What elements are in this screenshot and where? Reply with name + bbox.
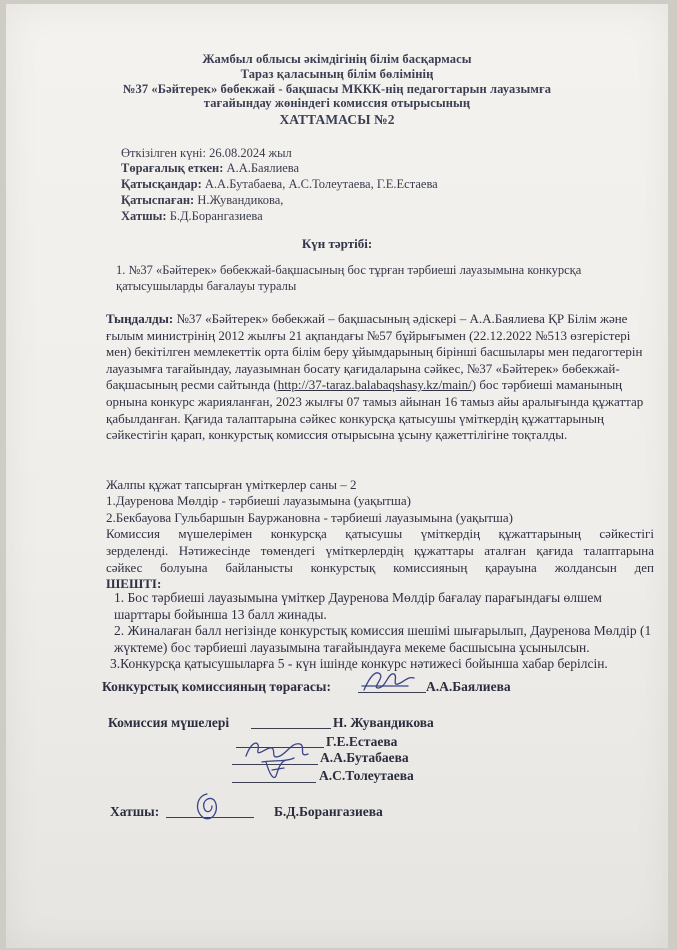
heard-paragraph bbox=[106, 311, 656, 444]
members-label: Комиссия мүшелері bbox=[108, 715, 230, 730]
meta-date-value: 26.08.2024 жыл bbox=[209, 146, 292, 160]
commission-para-line-3: сәйкес болуына байланысты конкурстық комиссияның қарауына жолдансын деп bbox=[106, 560, 654, 575]
meta-absent bbox=[121, 193, 283, 208]
secretary-signature bbox=[190, 790, 224, 824]
decision-title: ШЕШТІ: bbox=[106, 576, 162, 591]
meta-secretary bbox=[121, 209, 263, 224]
member2-name: Г.Е.Естаева bbox=[326, 734, 398, 749]
candidate-1: 1.Дауренова Мөлдір - тәрбиеші лауазымына (уақытша) bbox=[106, 493, 411, 508]
meta-members-value: А.А.Бутабаева, А.С.Толеутаева, Г.Е.Естаева bbox=[204, 177, 438, 191]
meta-chair bbox=[121, 161, 299, 176]
header-line-4: тағайындау жөніндегі комиссия отырысының bbox=[203, 96, 471, 110]
meta-members-label: Қатысқандар: bbox=[121, 177, 202, 191]
secretary-name: Б.Д.Борангазиева bbox=[274, 804, 383, 819]
heard-label: Тыңдалды: bbox=[106, 311, 174, 326]
chair-name: А.А.Баялиева bbox=[426, 679, 511, 694]
meta-absent-value: Н.Жувандикова, bbox=[197, 193, 284, 207]
meta-absent-label: Қатыспаған: bbox=[121, 193, 195, 207]
member1-signature-line bbox=[251, 728, 331, 729]
meta-date bbox=[121, 146, 292, 161]
decision-item-3: 3.Конкурсқа қатысушыларға 5 - күн ішінде конкурс нәтижесі бойынша хабар берілсін. bbox=[110, 656, 608, 671]
decision-item-1: 1. Бос тәрбиеші лауазымына үміткер Дауренова Мөлдір бағалау парағындағы өлшем шарттары бойынша 13 балл жинады. bbox=[114, 590, 602, 622]
meta-chair-value: А.А.Баялиева bbox=[226, 161, 300, 175]
commission-para-line-1: Комиссия мүшелерімен конкурсқа қатысушы үміткердің құжаттарының сәйкестігі bbox=[106, 526, 654, 541]
header-line-1: Жамбыл облысы әкімдігінің білім басқармасы bbox=[202, 52, 472, 66]
commission-para-line-2: зерделенді. Нәтижесінде төмендегі үміткерлердің құжаттары аталған қағида талаптарына bbox=[106, 543, 654, 558]
decision-item-2: 2. Жиналаған балл негізінде конкурстық комиссия шешімі шығарылып, Дауренова Мөлдір (1 жүктеме) бос тәрбиеші лауазымына тағайындауға мекеме басшысына ұсынылсын. bbox=[114, 623, 652, 655]
meta-members bbox=[121, 177, 438, 192]
agenda-title: Күн тәртібі: bbox=[301, 236, 373, 251]
member4-signature bbox=[262, 756, 292, 784]
chair-signature-label: Конкурстық комиссияның төрағасы: bbox=[102, 679, 331, 694]
meta-secretary-label: Хатшы: bbox=[121, 209, 167, 223]
meta-date-label: Өткізілген күні: bbox=[121, 146, 206, 160]
total-candidates: Жалпы құжат тапсырған үміткерлер саны – 2 bbox=[106, 477, 357, 492]
agenda-item-1: 1. №37 «Бәйтерек» бөбекжай-бақшасының бос тұрған тәрбиеші лауазымына конкурсқа қатысушыларды бағалауы туралы bbox=[116, 263, 582, 293]
heard-text-1: №37 «Бәйтерек» бөбекжай – бақшасының әдіскері – А.А.Баялиева ҚР Білім және ғылым министрінің 2012 жылғы 21 ақпандағы №57 бұйрығымен (22.12.2022 №513 өзгерістері мен) бекітілген мемлекеттік орта білім беру ұйымдарының бірінші басшылары мен педагогтерін лауазымға тағайындау, лауазымнан босату қағидаларына сәйкес, №37 «Бәйтерек» бөбекжай- бақшасының ресми сайтында ( bbox=[106, 311, 643, 393]
meta-chair-label: Төрағалық еткен: bbox=[121, 161, 224, 175]
protocol-title: ХАТТАМАСЫ №2 bbox=[279, 112, 395, 127]
heard-text-2: ) бос тәрбиеші маманының орнына конкурс жарияланған, 2023 жылғы 07 тамыз айынан 16 тамыз айы аралығында құжаттар қабылданған. Қағида талаптарына сәйкес конкурсқа қатысушы үміткердің құжаттарының сәйкестігін қарап, конкурстық комиссия отырысына ұсыну қажеттілігіне тоқталды. bbox=[106, 377, 644, 443]
website-link[interactable]: http://37-taraz.balabaqshasy.kz/main/ bbox=[277, 377, 472, 393]
member1-name: Н. Жувандикова bbox=[333, 715, 434, 730]
member4-name: А.С.Толеутаева bbox=[319, 768, 414, 783]
member3-name: А.А.Бутабаева bbox=[320, 750, 409, 765]
secretary-label: Хатшы: bbox=[110, 804, 160, 819]
meta-secretary-value: Б.Д.Борангазиева bbox=[169, 209, 263, 223]
header-line-2: Тараз қаласының білім бөлімінің bbox=[240, 67, 434, 81]
document-page bbox=[6, 4, 668, 948]
candidate-2: 2.Бекбауова Гульбаршын Бауржановна - тәрбиеші лауазымына (уақытша) bbox=[106, 510, 513, 525]
header-line-3: №37 «Бәйтерек» бөбекжай - бақшасы МККК-нің педагогтарын лауазымға bbox=[122, 82, 552, 96]
chair-signature bbox=[358, 666, 418, 696]
